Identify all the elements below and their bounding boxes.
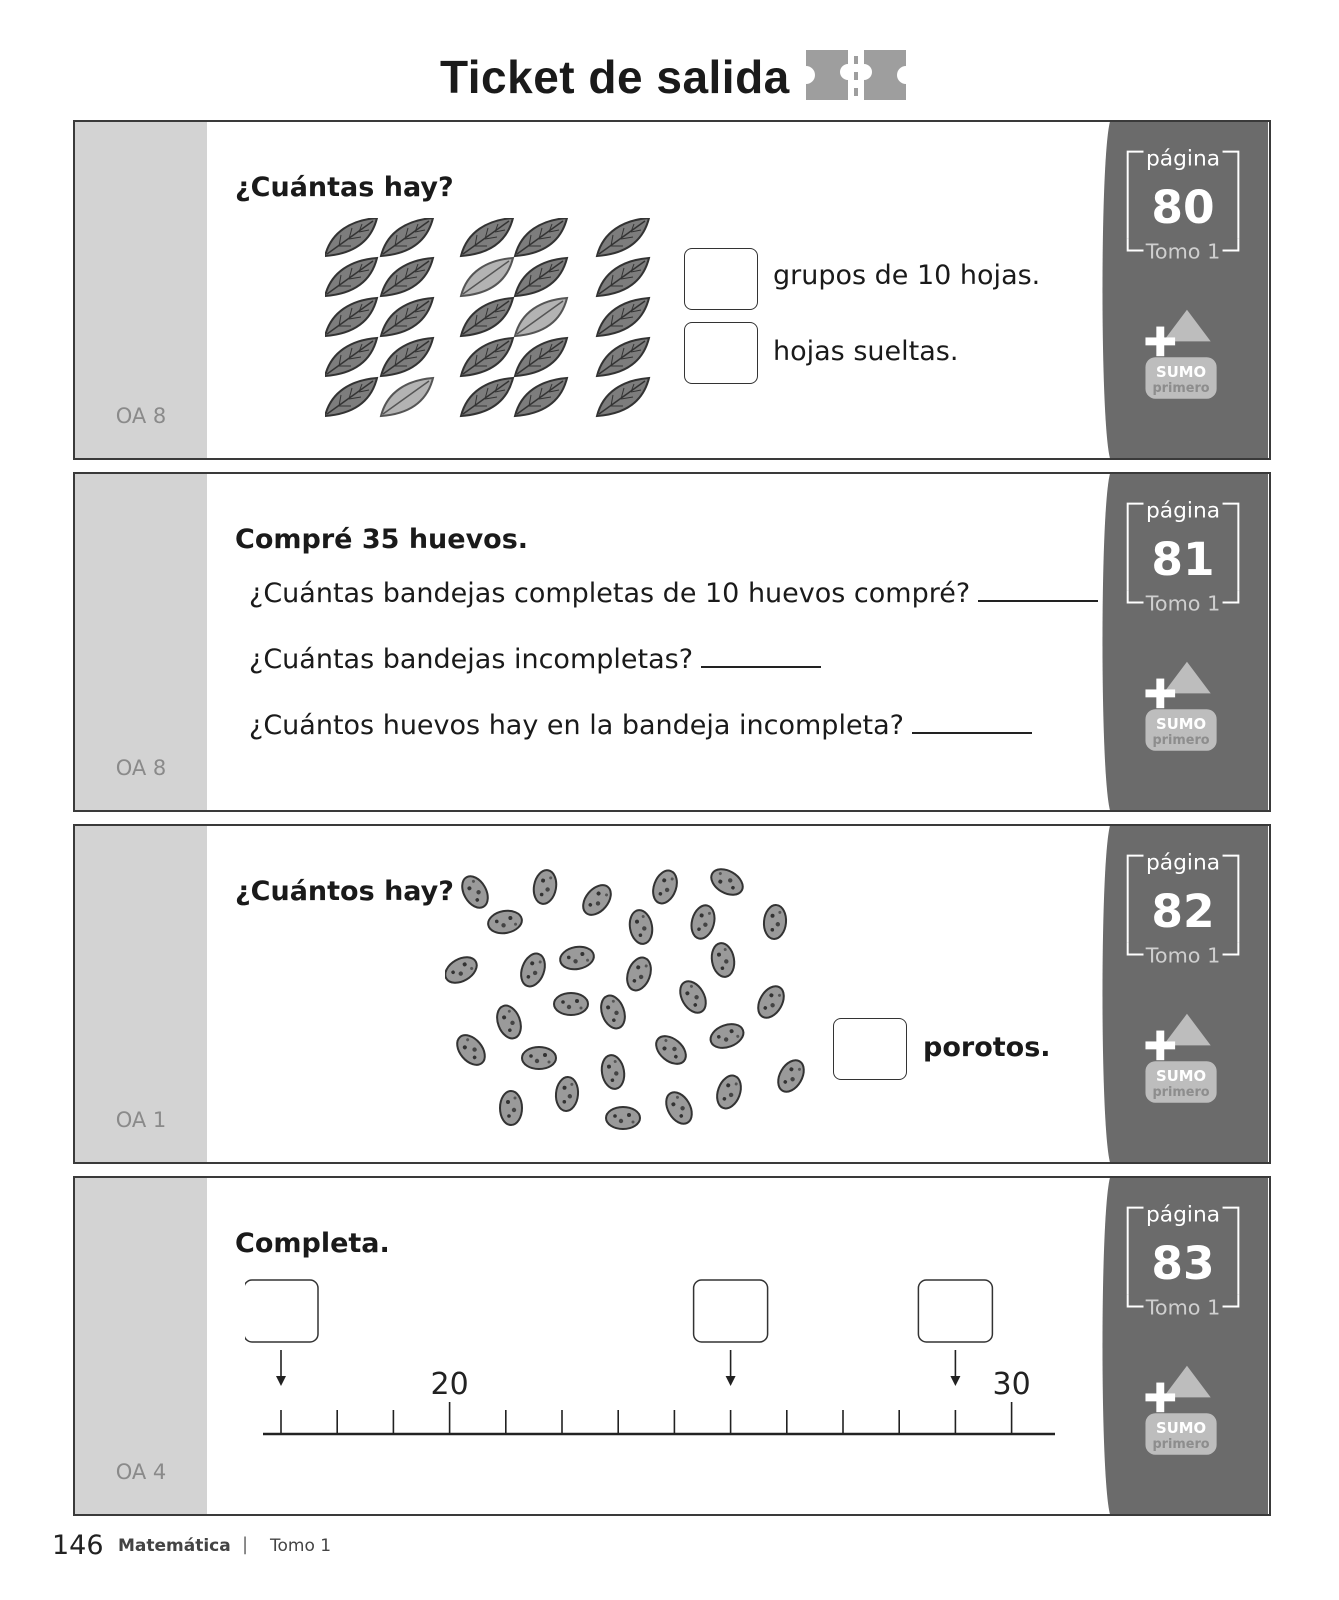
- tomo-label: Tomo 1: [1145, 1295, 1221, 1320]
- oa-label: OA 4: [115, 1460, 167, 1484]
- number-line-answer-box[interactable]: [918, 1280, 992, 1342]
- ticket-icon: [806, 50, 906, 100]
- tomo-label: Tomo 1: [1145, 591, 1221, 616]
- footer-tomo: Tomo 1: [270, 1536, 332, 1556]
- question-text: Completa.: [235, 1228, 390, 1259]
- footer-subject: Matemática: [118, 1536, 231, 1556]
- title-area: [0, 50, 1339, 120]
- oa-label: OA 1: [115, 1108, 167, 1132]
- answer-label-loose: hojas sueltas.: [773, 336, 959, 367]
- exercise-card-1: [73, 120, 1271, 460]
- arrow-head-icon: [276, 1376, 286, 1386]
- page-reference-panel: [1101, 1178, 1269, 1514]
- arrow-head-icon: [950, 1376, 960, 1386]
- answer-blank-3[interactable]: [912, 730, 1032, 734]
- page-label: página: [1146, 498, 1221, 524]
- number-line: [245, 1278, 1065, 1458]
- page-reference-panel: [1101, 474, 1269, 810]
- number-line-answer-box[interactable]: [694, 1280, 768, 1342]
- page-label: página: [1146, 850, 1221, 876]
- answer-label-beans: porotos.: [923, 1032, 1051, 1063]
- svg-text:SUMO: SUMO: [1156, 363, 1207, 381]
- oa-label: OA 8: [115, 404, 167, 428]
- page-number: 80: [1151, 180, 1215, 234]
- beans-illustration: [445, 862, 825, 1137]
- question-line-1: ¿Cuántas bandejas completas de 10 huevos compré?: [249, 578, 1098, 609]
- footer-separator: |: [242, 1534, 249, 1555]
- svg-text:SUMO: SUMO: [1156, 715, 1207, 733]
- page-title: Ticket de salida: [440, 51, 790, 103]
- answer-label-groups: grupos de 10 hojas.: [773, 260, 1041, 291]
- question-text: ¿Cuántos hay?: [235, 876, 454, 907]
- page-label: página: [1146, 146, 1221, 172]
- svg-text:primero: primero: [1152, 1084, 1210, 1100]
- page-footer: [52, 1530, 652, 1570]
- page-number: 82: [1151, 884, 1215, 938]
- svg-text:primero: primero: [1152, 1436, 1210, 1452]
- number-line-answer-box[interactable]: [245, 1280, 318, 1342]
- question-line-2: ¿Cuántas bandejas incompletas?: [249, 644, 821, 675]
- tick-label: 30: [992, 1367, 1031, 1402]
- page-number: 83: [1151, 1236, 1215, 1290]
- exercise-card-4: [73, 1176, 1271, 1516]
- question-text: ¿Cuántas hay?: [235, 172, 454, 203]
- answer-blank-1[interactable]: [978, 598, 1098, 602]
- svg-text:SUMO: SUMO: [1156, 1067, 1207, 1085]
- answer-box-beans[interactable]: [833, 1018, 907, 1080]
- tomo-label: Tomo 1: [1145, 239, 1221, 264]
- arrow-head-icon: [726, 1376, 736, 1386]
- tick-label: 20: [430, 1367, 469, 1402]
- answer-box-loose[interactable]: [684, 322, 758, 384]
- exercise-card-2: [73, 472, 1271, 812]
- footer-page-number: 146: [52, 1530, 104, 1561]
- page-label: página: [1146, 1202, 1221, 1228]
- oa-label: OA 8: [115, 756, 167, 780]
- svg-text:primero: primero: [1152, 732, 1210, 748]
- answer-box-groups[interactable]: [684, 248, 758, 310]
- tomo-label: Tomo 1: [1145, 943, 1221, 968]
- exercise-card-3: [73, 824, 1271, 1164]
- question-text: Compré 35 huevos.: [235, 524, 529, 555]
- page-number: 81: [1151, 532, 1215, 586]
- page-reference-panel: [1101, 826, 1269, 1162]
- question-line-3: ¿Cuántos huevos hay en la bandeja incompleta?: [249, 710, 1032, 741]
- svg-text:primero: primero: [1152, 380, 1210, 396]
- leaves-illustration: [325, 218, 665, 423]
- page-reference-panel: [1101, 122, 1269, 458]
- svg-text:SUMO: SUMO: [1156, 1419, 1207, 1437]
- answer-blank-2[interactable]: [701, 664, 821, 668]
